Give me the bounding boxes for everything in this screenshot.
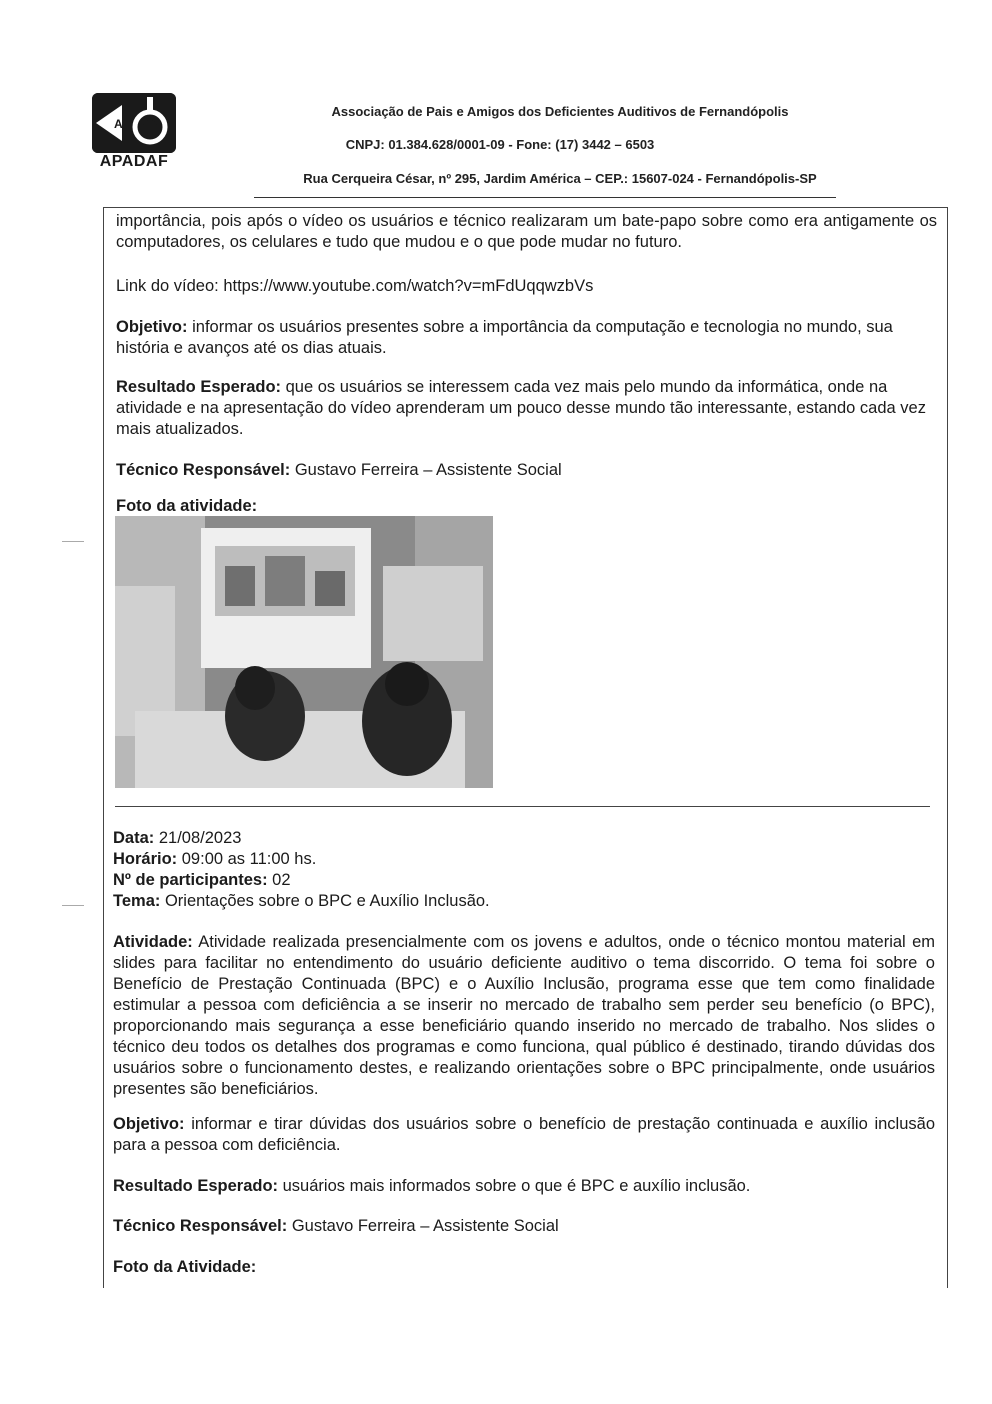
activity2-technician	[113, 1216, 935, 1237]
result-text: usuários mais informados sobre o que é BPC e auxílio inclusão.	[278, 1177, 751, 1195]
activity1-intro: importância, pois após o vídeo os usuários e técnico realizaram um bate-papo sobre como era antigamente os computadores, os celulares e tudo que mudou e o que pode mudar no futuro.	[116, 212, 937, 251]
scan-mark	[62, 541, 84, 542]
organization-name: Associação de Pais e Amigos dos Deficientes Auditivos de Fernandópolis	[331, 104, 789, 119]
objective-text: informar e tirar dúvidas dos usuários sobre o benefício de prestação continuada e auxílio inclusão para a pessoa com deficiência.	[113, 1115, 935, 1154]
technician-label: Técnico Responsável:	[113, 1217, 288, 1235]
date-label: Data:	[113, 829, 155, 847]
time-value: 09:00 as 11:00 hs.	[177, 850, 317, 868]
scan-mark	[62, 905, 84, 906]
objective-label: Objetivo:	[116, 318, 188, 336]
activity2-time	[113, 849, 713, 870]
technician-text: Gustavo Ferreira – Assistente Social	[290, 461, 562, 479]
result-text: que os usuários se interessem cada vez mais pelo mundo da informática, onde na atividade e na apresentação do vídeo aprenderam um pouco desse mundo tão interessante, estando cada vez mais atualizados.	[116, 378, 926, 438]
theme-label: Tema:	[113, 892, 161, 910]
activity2-objective	[113, 1114, 935, 1156]
activity2-description	[113, 932, 935, 1100]
result-label: Resultado Esperado:	[113, 1177, 279, 1195]
logo-wordmark: APADAF	[99, 153, 169, 170]
activity1-expected-result	[116, 377, 937, 440]
activity1-photo-label: Foto da atividade:	[116, 497, 258, 515]
activity2-theme	[113, 891, 813, 912]
result-label: Resultado Esperado:	[116, 378, 282, 396]
svg-text:A: A	[114, 117, 123, 131]
activity-text: Atividade realizada presencialmente com os jovens e adultos, onde o técnico montou material em slides para facilitar no entendimento do usuário deficiente auditivo o tema discorrido. O tema foi sobre o Benefício de Prestação Continuada (BPC) e o Auxílio Inclusão, programa esse que tem como finalidade estimular a pessoa com deficiência a se inserir no mercado de trabalho sem perder seu benefício (o BPC), proporcionando mais segurança a esse beneficiário quando inserido no mercado de trabalho. Nos slides o técnico deu todos os detalhes dos programas e como funciona, qual público é destinado, tirando dúvidas dos usuários sobre o funcionamento destes, e realizando orientações sobre o BPC principalmente, onde usuários presentes são beneficiários.	[113, 933, 935, 1098]
theme-value: Orientações sobre o BPC e Auxílio Inclusão.	[160, 892, 490, 910]
activity2-expected-result	[113, 1176, 935, 1197]
time-label: Horário:	[113, 850, 178, 868]
activity1-photo	[115, 516, 493, 788]
technician-label: Técnico Responsável:	[116, 461, 291, 479]
participants-label: Nº de participantes:	[113, 871, 268, 889]
logo-emblem	[92, 93, 176, 153]
activity1-technician	[116, 460, 937, 481]
section-divider	[115, 806, 930, 807]
objective-text: informar os usuários presentes sobre a importância da computação e tecnologia no mundo, sua história e avanços até os dias atuais.	[116, 318, 893, 357]
organization-address: Rua Cerqueira César, nº 295, Jardim América – CEP.: 15607-024 - Fernandópolis-SP	[303, 171, 817, 186]
objective-label: Objetivo:	[113, 1115, 185, 1133]
video-link: Link do vídeo: https://www.youtube.com/watch?v=mFdUqqwzbVs	[116, 277, 594, 295]
date-value: 21/08/2023	[154, 829, 242, 847]
participants-value: 02	[267, 871, 291, 889]
apadaf-logo	[88, 93, 180, 173]
ear-logo-icon	[92, 93, 176, 153]
activity1-objective	[116, 317, 937, 359]
header-divider	[254, 197, 836, 198]
activity-label: Atividade:	[113, 933, 193, 951]
activity2-date	[113, 828, 713, 849]
activity2-photo-label: Foto da Atividade:	[113, 1258, 257, 1276]
cnpj-phone: CNPJ: 01.384.628/0001-09 - Fone: (17) 3442 – 6503	[345, 137, 655, 152]
technician-text: Gustavo Ferreira – Assistente Social	[287, 1217, 559, 1235]
activity2-participants	[113, 870, 713, 891]
